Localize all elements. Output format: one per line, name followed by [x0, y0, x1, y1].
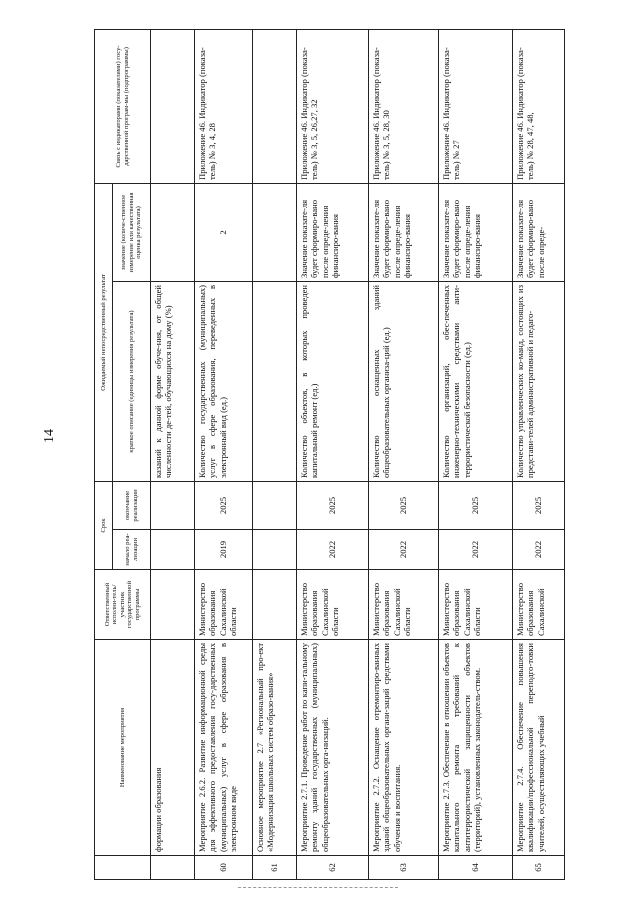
row-name: Основное мероприятие 2.7 «Региональный про-ект «Модернизация школьных систем образо-вания»: [253, 640, 297, 856]
row-number: 61: [253, 856, 297, 880]
row-value: Значение показате-ля будет сформиро-вано после опреде-ления финансиро-вания: [439, 183, 513, 281]
row-description: Количество оснащенных зданий общеобразовательных организа-ций (ед.): [369, 281, 439, 481]
row-description: казаний к данной форме обуче-ния, от общей численности де-тей, обучающихся на дому (%): [151, 281, 195, 481]
table-row: [297, 29, 369, 879]
row-name: Мероприятие 2.7.2. Оснащение отремонтиро-ванных зданий общеобразовательных органи-заций средствами обучения и воспитания.: [369, 640, 439, 856]
row-number: 60: [195, 856, 253, 880]
table-row: [513, 29, 565, 879]
row-link: Приложение 46. Индикатор (показа-тель) № 3, 5, 28, 30: [369, 29, 439, 183]
row-responsible: [253, 570, 297, 640]
row-responsible: Министерство образования Сахалинской области: [297, 570, 369, 640]
table-header-row: [95, 29, 113, 879]
row-number: [151, 856, 195, 880]
row-start: 2019: [195, 530, 253, 570]
header-responsible: Ответственный исполни-тель/участник государственной программы: [95, 570, 151, 640]
events-table: [94, 29, 565, 880]
row-responsible: Министерство образования Сахалинской области: [195, 570, 253, 640]
row-end: 2025: [297, 481, 369, 529]
header-term-start: начало реа-лизации: [113, 530, 151, 570]
header-term-end: окончание реализации: [113, 481, 151, 529]
row-link: Приложение 46. Индикатор (показа-тель) № 28, 47, 48,: [513, 29, 565, 183]
row-name: Мероприятие 2.6.2. Развитие информационной среды для эффективного предоставления госу-дарственных (муниципальных) услуг в сфере образования в электронном виде: [195, 640, 253, 856]
row-description: [253, 281, 297, 481]
header-link: Связь с индикаторами (показателями) госу-дарственной програм-мы (подпрограммы): [95, 29, 151, 183]
table-row: [369, 29, 439, 879]
table-row: [151, 29, 195, 879]
row-description: Количество управленческих ко-манд, состоящих из представи-телей административной и педаго-: [513, 281, 565, 481]
page-number: 14: [42, 429, 57, 443]
row-end: 2025: [439, 481, 513, 529]
row-start: [253, 530, 297, 570]
row-name: Мероприятие 2.7.4. Обеспечение повышения квалификации/профессиональной переподго-товки учителей, осуществляющих учебный: [513, 640, 565, 856]
row-number: 64: [439, 856, 513, 880]
page-bottom-divider: [238, 887, 398, 888]
row-number: 65: [513, 856, 565, 880]
header-term: Срок: [95, 481, 113, 569]
header-expected-result: Ожидаемый непосредственный результат: [95, 183, 113, 481]
row-link: Приложение 46. Индикатор (показа-тель) № 3, 4, 28: [195, 29, 253, 183]
row-end: 2025: [195, 481, 253, 529]
header-short-desc: краткое описание (единицы измерения результата): [113, 281, 151, 481]
table-row: [195, 29, 253, 879]
row-responsible: [151, 570, 195, 640]
row-value: Значение показате-ля будет сформиро-вано после опреде-ления финансиро-вания: [297, 183, 369, 281]
row-value: 2: [195, 183, 253, 281]
header-number: [95, 856, 151, 880]
row-responsible: Министерство образования Сахалинской области: [439, 570, 513, 640]
row-start: 2022: [513, 530, 565, 570]
row-responsible: Министерство образования Сахалинской области: [369, 570, 439, 640]
row-number: 62: [297, 856, 369, 880]
row-description: Количество объектов, в которых проведен капитальный ремонт (ед.): [297, 281, 369, 481]
row-link: [253, 29, 297, 183]
rotated-table-wrapper: [94, 30, 544, 880]
row-link: Приложение 46. Индикатор (показа-тель) № 3, 5, 26,27, 32: [297, 29, 369, 183]
row-link: Приложение 46. Индикатор (показа-тель) № 27: [439, 29, 513, 183]
row-value: Значение показате-ля будет сформиро-вано после опреде-: [513, 183, 565, 281]
row-end: 2025: [369, 481, 439, 529]
row-description: Количество государственных (муниципальных) услуг в сфере образования, переведенных в электронный вид (ед.): [195, 281, 253, 481]
row-name: формации образования: [151, 640, 195, 856]
row-end: [151, 481, 195, 529]
table-row: [253, 29, 297, 879]
row-value: [253, 183, 297, 281]
row-responsible: Министерство образования Сахалинской: [513, 570, 565, 640]
header-value: значение (количе-ственное измерение или качественная оценка результата): [113, 183, 151, 281]
row-start: 2022: [297, 530, 369, 570]
row-name: Мероприятие 2.7.3. Обеспечение в отношении объектов капитального ремонта требований к антитеррористической защищенности объектов (территорий), установленных законодатель-ством.: [439, 640, 513, 856]
row-start: 2022: [439, 530, 513, 570]
row-end: [253, 481, 297, 529]
table-row: [439, 29, 513, 879]
row-number: 63: [369, 856, 439, 880]
row-start: [151, 530, 195, 570]
row-description: Количество организаций, обес-печенных инженерно-техническими средствами анти-террористической безопасности (ед.): [439, 281, 513, 481]
row-value: Значение показате-ля будет сформиро-вано после опреде-ления финансиро-вания: [369, 183, 439, 281]
row-name: Мероприятие 2.7.1. Проведение работ по капи-тальному ремонту зданий государственных (муниципальных) общеобразовательных орга-низаций.: [297, 640, 369, 856]
row-end: 2025: [513, 481, 565, 529]
row-value: [151, 183, 195, 281]
header-name: Наименование мероприятия: [95, 640, 151, 856]
row-start: 2022: [369, 530, 439, 570]
row-link: [151, 29, 195, 183]
